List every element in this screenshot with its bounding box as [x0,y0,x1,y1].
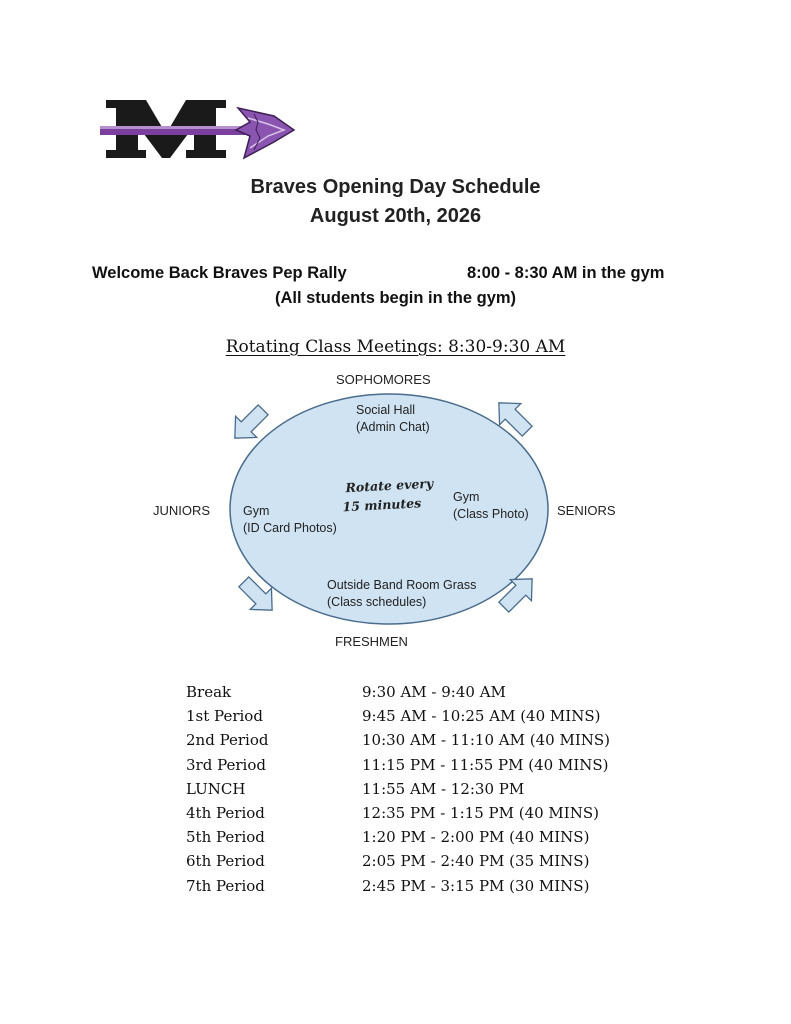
station-left-name: Gym [243,504,270,518]
schedule-period-name: 6th Period [186,852,265,871]
schedule-period-name: 3rd Period [186,755,266,774]
pep-rally-time: 8:00 - 8:30 AM in the gym [467,264,665,282]
schedule-period-name: 5th Period [186,828,265,847]
pep-rally-note: (All students begin in the gym) [274,289,517,307]
event-date: August 20th, 2026 [309,205,482,227]
schedule-period-name: 4th Period [186,803,265,822]
schedule-period-time: 11:15 PM - 11:55 PM (40 MINS) [362,755,609,774]
schedule-period-time: 2:45 PM - 3:15 PM (30 MINS) [362,876,590,895]
page-title: Braves Opening Day Schedule [250,176,541,198]
group-juniors: JUNIORS [153,503,211,518]
rotate-note-line1: Rotate every [345,475,434,496]
station-bottom [327,577,476,611]
station-top-detail: (Admin Chat) [356,420,430,434]
rotation-heading: Rotating Class Meetings: 8:30-9:30 AM [225,337,566,357]
rotate-note-line2: 15 minutes [342,495,422,515]
schedule-period-name: 7th Period [186,876,265,895]
schedule-period-name: 1st Period [186,707,263,726]
station-right-name: Gym [453,490,480,504]
group-sophomores: SOPHOMORES [336,372,431,387]
station-left [243,503,337,537]
station-top-name: Social Hall [356,403,416,417]
schedule-period-time: 10:30 AM - 11:10 AM (40 MINS) [362,731,610,750]
station-right-detail: (Class Photo) [453,507,529,521]
rotate-note [341,474,435,517]
station-top [356,402,430,436]
arrowhead-logo-icon [98,92,298,166]
schedule-period-name: Break [186,683,232,701]
group-seniors: SENIORS [557,503,616,518]
schedule-period-time: 9:45 AM - 10:25 AM (40 MINS) [362,707,601,726]
schedule-period-time: 1:20 PM - 2:00 PM (40 MINS) [362,828,590,847]
schedule-period-name: LUNCH [186,779,246,798]
station-bottom-name: Outside Band Room Grass [327,578,477,592]
schedule-period-time: 2:05 PM - 2:40 PM (35 MINS) [362,852,590,871]
schedule-period-time: 11:55 AM - 12:30 PM [362,779,525,798]
schedule-period-name: 2nd Period [186,731,269,750]
station-left-detail: (ID Card Photos) [243,521,337,535]
pep-rally-name: Welcome Back Braves Pep Rally [92,264,347,282]
logo-arrowhead [236,108,294,158]
schedule-period-time: 9:30 AM - 9:40 AM [362,683,506,701]
station-bottom-detail: (Class schedules) [327,595,427,609]
schedule-period-time: 12:35 PM - 1:15 PM (40 MINS) [362,803,599,822]
station-right [453,489,529,523]
group-freshmen: FRESHMEN [335,634,408,649]
